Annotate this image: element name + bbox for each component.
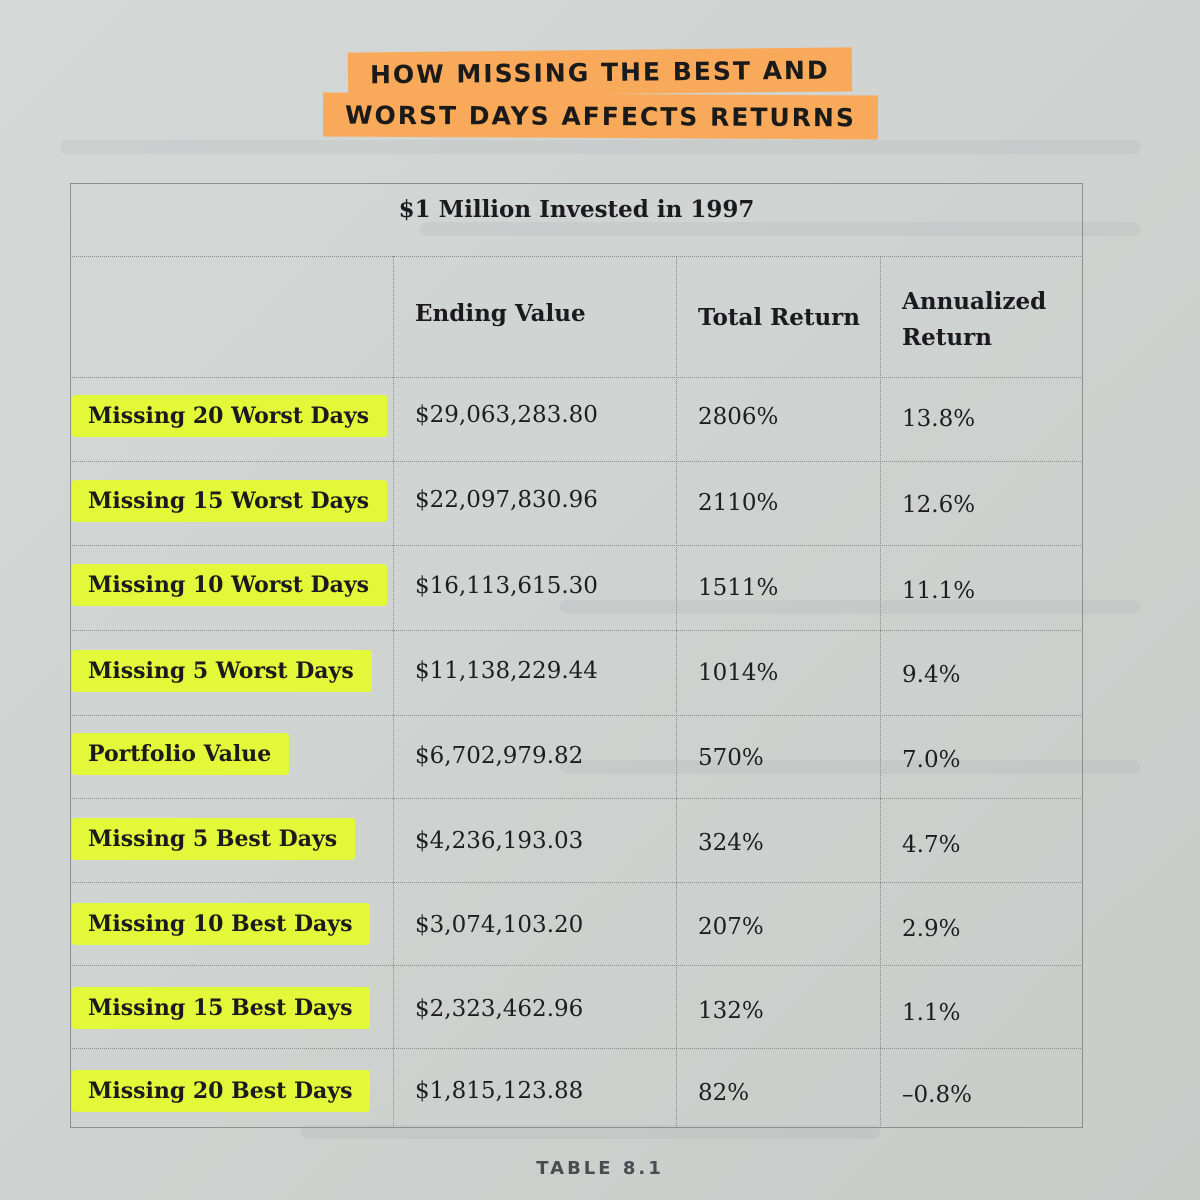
annualized-return-cell: 2.9% (902, 916, 961, 942)
highlighted-label: Missing 15 Best Days (72, 987, 370, 1029)
annualized-return-cell: 1.1% (902, 1000, 961, 1026)
bleed-through-text (60, 140, 1140, 154)
ending-value-cell: $1,815,123.88 (415, 1078, 584, 1104)
grid-line (880, 256, 881, 1128)
ending-value-cell: $3,074,103.20 (415, 912, 584, 938)
total-return-cell: 2806% (698, 404, 779, 430)
ending-value-cell: $2,323,462.96 (415, 996, 584, 1022)
row-label (86, 987, 370, 1029)
grid-line (70, 461, 1083, 462)
row-label (86, 903, 370, 945)
total-return-cell: 82% (698, 1080, 750, 1106)
page-heading (0, 50, 1200, 138)
row-label (86, 1070, 370, 1112)
ending-value-cell: $6,702,979.82 (415, 743, 584, 769)
highlighted-label: Missing 20 Best Days (72, 1070, 370, 1112)
annualized-return-cell: 4.7% (902, 832, 961, 858)
row-label (86, 733, 289, 775)
highlighted-label: Missing 20 Worst Days (72, 395, 387, 437)
grid-line (70, 630, 1083, 631)
total-return-cell: 132% (698, 998, 764, 1024)
column-header-ending-value: Ending Value (415, 300, 586, 327)
heading-line-1: HOW MISSING THE BEST AND (348, 47, 852, 96)
grid-line (70, 1048, 1083, 1049)
grid-line (70, 965, 1083, 966)
ending-value-cell: $29,063,283.80 (415, 402, 598, 428)
highlighted-label: Missing 10 Best Days (72, 903, 370, 945)
grid-line (70, 798, 1083, 799)
annualized-return-cell: 9.4% (902, 662, 961, 688)
ending-value-cell: $11,138,229.44 (415, 658, 598, 684)
column-header-total-return: Total Return (698, 304, 861, 331)
column-header-annualized-return (902, 284, 1046, 356)
grid-line (676, 256, 677, 1128)
highlighted-label: Missing 5 Best Days (72, 818, 355, 860)
annualized-return-cell: 7.0% (902, 747, 961, 773)
highlighted-label: Missing 10 Worst Days (72, 564, 387, 606)
table-caption: TABLE 8.1 (536, 1158, 664, 1179)
total-return-cell: 570% (698, 745, 764, 771)
highlighted-label: Missing 15 Worst Days (72, 480, 387, 522)
grid-line (393, 256, 394, 1128)
total-return-cell: 324% (698, 830, 764, 856)
ending-value-cell: $22,097,830.96 (415, 487, 598, 513)
annualized-return-cell: 11.1% (902, 578, 976, 604)
row-label (86, 818, 355, 860)
annualized-return-cell: –0.8% (902, 1082, 972, 1108)
grid-line (70, 377, 1083, 378)
highlighted-label: Missing 5 Worst Days (72, 650, 372, 692)
total-return-cell: 1014% (698, 660, 779, 686)
row-label (86, 564, 387, 606)
table-title: $1 Million Invested in 1997 (398, 196, 755, 223)
heading-line-2: WORST DAYS AFFECTS RETURNS (322, 93, 877, 140)
total-return-cell: 207% (698, 914, 764, 940)
total-return-cell: 1511% (698, 575, 779, 601)
row-label (86, 650, 372, 692)
row-label (86, 480, 387, 522)
grid-line (70, 545, 1083, 546)
annualized-return-cell: 12.6% (902, 492, 976, 518)
ending-value-cell: $4,236,193.03 (415, 828, 584, 854)
ending-value-cell: $16,113,615.30 (415, 573, 598, 599)
grid-line (70, 882, 1083, 883)
row-label (86, 395, 387, 437)
highlighted-label: Portfolio Value (72, 733, 289, 775)
column-header-annualized-line-2: Return (902, 324, 992, 351)
annualized-return-cell: 13.8% (902, 406, 976, 432)
grid-line (70, 715, 1083, 716)
grid-line (70, 256, 1083, 257)
column-header-annualized-line-1: Annualized (902, 288, 1047, 315)
total-return-cell: 2110% (698, 490, 779, 516)
